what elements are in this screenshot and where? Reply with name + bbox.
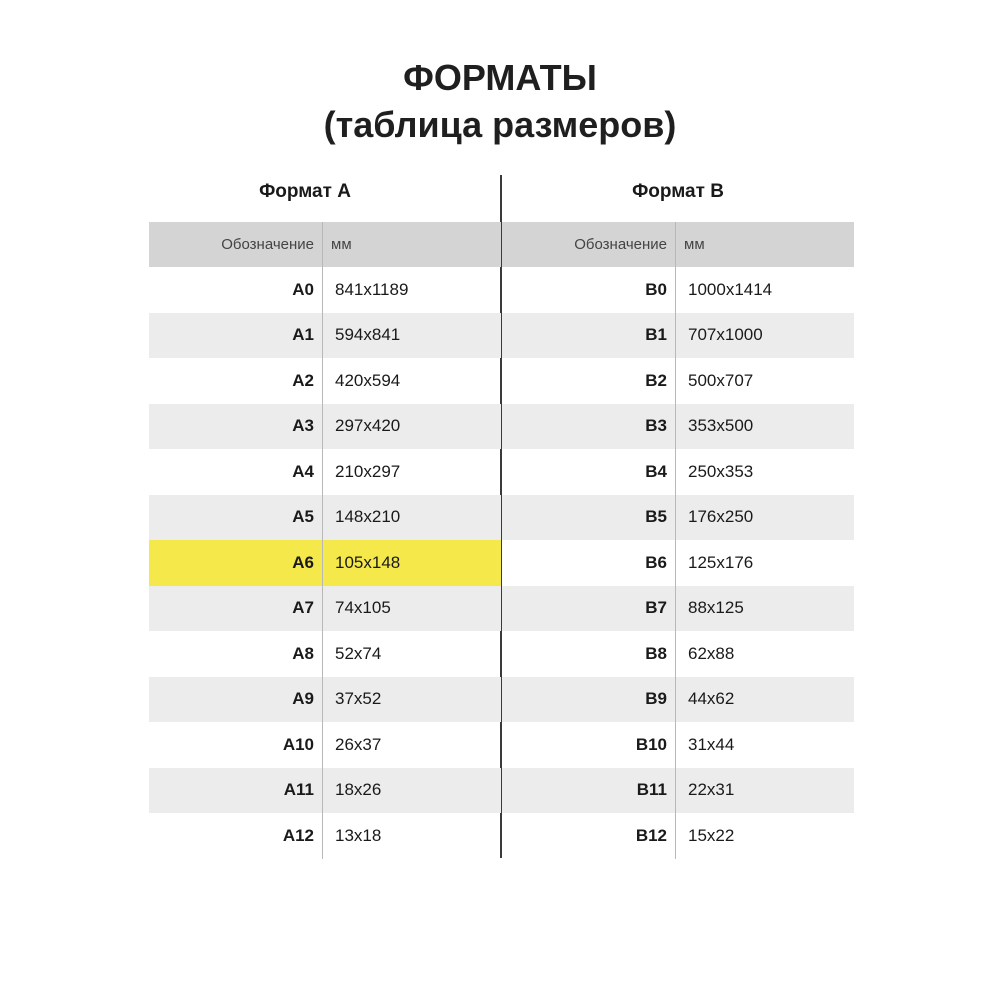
format-size: 105x148	[335, 552, 401, 572]
format-size: 31x44	[688, 734, 735, 754]
table-row	[149, 540, 501, 586]
table-row	[502, 313, 854, 359]
format-size: 62x88	[688, 643, 735, 663]
format-b-title: Формат В	[632, 181, 724, 202]
format-code: В12	[502, 813, 676, 859]
format-size: 22x31	[688, 780, 735, 800]
format-size: 500x707	[688, 370, 754, 390]
table-row	[149, 313, 501, 359]
format-code: А7	[149, 586, 323, 632]
table-row	[502, 449, 854, 495]
table-row	[502, 677, 854, 723]
format-code: А4	[149, 449, 323, 495]
format-b-rows	[502, 222, 854, 859]
table-row	[149, 358, 501, 404]
header-code-label: Обозначение	[502, 222, 676, 267]
table-row	[502, 586, 854, 632]
table-row	[149, 677, 501, 723]
format-size: 297x420	[335, 416, 401, 436]
format-code: В8	[502, 631, 676, 677]
table-row	[502, 722, 854, 768]
format-code: А12	[149, 813, 323, 859]
format-size: 1000x1414	[688, 279, 773, 299]
table-row	[502, 540, 854, 586]
table-header-row	[502, 222, 854, 267]
format-size: 37x52	[335, 689, 382, 709]
format-code: В11	[502, 768, 676, 814]
table-row	[502, 813, 854, 859]
format-size: 250x353	[688, 461, 754, 481]
format-code: А11	[149, 768, 323, 814]
format-code: В1	[502, 313, 676, 359]
table-row	[149, 267, 501, 313]
table-header-row	[149, 222, 501, 267]
format-size: 44x62	[688, 689, 735, 709]
format-code: В6	[502, 540, 676, 586]
table-row	[149, 449, 501, 495]
table-row	[149, 813, 501, 859]
header-code-label: Обозначение	[149, 222, 323, 267]
table-row	[149, 586, 501, 632]
table-row	[149, 722, 501, 768]
table-row	[502, 495, 854, 541]
table-row	[502, 404, 854, 450]
format-code: В2	[502, 358, 676, 404]
table-row	[502, 768, 854, 814]
format-code: В5	[502, 495, 676, 541]
format-code: А3	[149, 404, 323, 450]
format-a-title: Формат А	[259, 181, 351, 202]
format-code: А6	[149, 540, 323, 586]
format-code: А8	[149, 631, 323, 677]
table-row	[502, 267, 854, 313]
format-size: 841x1189	[335, 279, 409, 299]
format-code: В7	[502, 586, 676, 632]
format-size: 18x26	[335, 780, 382, 800]
format-size: 707x1000	[688, 325, 763, 345]
format-size: 88x125	[688, 598, 744, 618]
header-size-label: мм	[684, 236, 705, 253]
format-size: 594x841	[335, 325, 401, 345]
format-size: 420x594	[335, 370, 401, 390]
table-row	[149, 495, 501, 541]
header-size-label: мм	[331, 236, 352, 253]
format-size: 52x74	[335, 643, 382, 663]
page-subtitle: (таблица размеров)	[323, 104, 677, 145]
format-code: В3	[502, 404, 676, 450]
table-row	[502, 358, 854, 404]
format-size: 26x37	[335, 734, 382, 754]
format-size: 353x500	[688, 416, 754, 436]
format-code: А10	[149, 722, 323, 768]
format-size: 210x297	[335, 461, 401, 481]
format-code: А0	[149, 267, 323, 313]
page-title: ФОРМАТЫ	[403, 57, 597, 98]
table-row	[502, 631, 854, 677]
format-size: 176x250	[688, 507, 754, 527]
format-size: 148x210	[335, 507, 401, 527]
format-code: В10	[502, 722, 676, 768]
format-code: А9	[149, 677, 323, 723]
format-code: А1	[149, 313, 323, 359]
format-code: А2	[149, 358, 323, 404]
format-size: 74x105	[335, 598, 391, 618]
table-row	[149, 768, 501, 814]
format-code: В9	[502, 677, 676, 723]
format-size: 15x22	[688, 825, 735, 845]
format-a-rows	[149, 222, 501, 859]
table-row	[149, 404, 501, 450]
format-size: 13x18	[335, 825, 382, 845]
table-row	[149, 631, 501, 677]
format-code: А5	[149, 495, 323, 541]
format-size: 125x176	[688, 552, 754, 572]
format-code: В0	[502, 267, 676, 313]
format-code: В4	[502, 449, 676, 495]
